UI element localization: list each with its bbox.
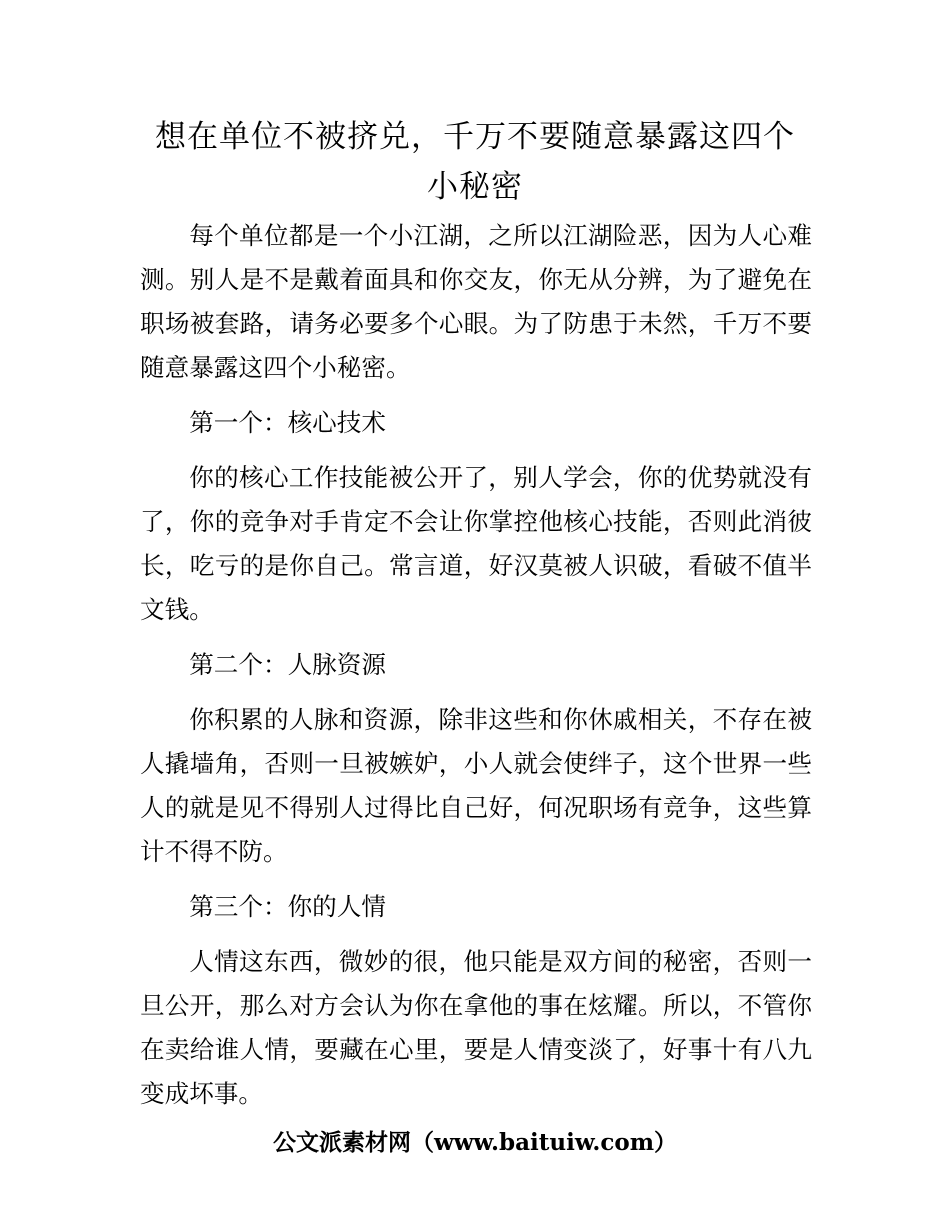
section-heading-3: 第三个：你的人情	[189, 892, 386, 921]
document-title: 想在单位不被挤兑，千万不要随意暴露这四个小秘密	[155, 119, 795, 205]
section-paragraph-2: 你积累的人脉和资源，除非这些和你休戚相关，不存在被人撬墙角，否则一旦被嫉妒，小人就会使绊子，这个世界一些人的就是见不得别人过得比自己好，何况职场有竞争，这些算计不得不防。	[140, 705, 812, 866]
section-heading-1: 第一个：核心技术	[189, 408, 386, 437]
page-footer: 公文派素材网（www.baituiw.com）	[272, 1129, 678, 1156]
section-paragraph-3: 人情这东西，微妙的很，他只能是双方间的秘密，否则一旦公开，那么对方会认为你在拿他的事在炫耀。所以，不管你在卖给谁人情，要藏在心里，要是人情变淡了，好事十有八九变成坏事。	[140, 947, 812, 1108]
section-heading-2: 第二个：人脉资源	[189, 650, 386, 679]
intro-paragraph: 每个单位都是一个小江湖，之所以江湖险恶，因为人心难测。别人是不是戴着面具和你交友，你无从分辨，为了避免在职场被套路，请务必要多个心眼。为了防患于未然，千万不要随意暴露这四个小秘密。	[140, 221, 812, 382]
document-body	[140, 214, 812, 1127]
section-paragraph-1: 你的核心工作技能被公开了，别人学会，你的优势就没有了，你的竞争对手肯定不会让你掌控他核心技能，否则此消彼长，吃亏的是你自己。常言道，好汉莫被人识破，看破不值半文钱。	[140, 463, 812, 624]
